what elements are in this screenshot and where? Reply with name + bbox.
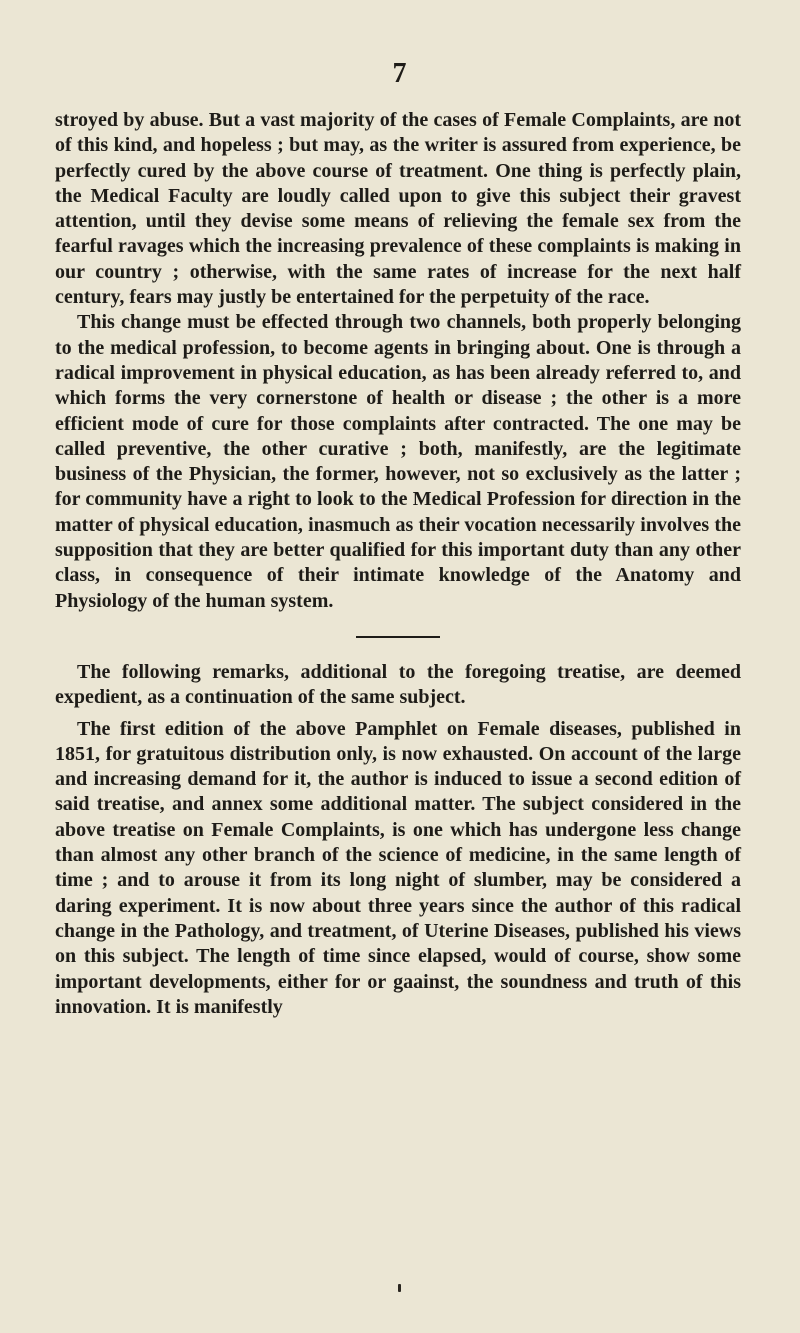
ink-mark — [398, 1284, 401, 1292]
paragraph-first-edition: The first edition of the above Pamphlet on Female diseases, published in 1851, for gratuitous distribution only, is now exhausted. On account of the large and increasing demand for it, the author is induced to issue a second edition of said treatise, and annex some additional matter. The subject considered in the above treatise on Female Complaints, is one which has undergone less change than almost any other branch of the science of medicine, in the same length of time ; and to arouse it from its long night of slumber, may be considered a daring experiment. It is now about three years since the author of this radical change in the Pathology, and treatment, of Uterine Diseases, published his views on this subject. The length of time since elapsed, would of course, show some important developments, either for or gaainst, the soundness and truth of this innovation. It is manifestly — [55, 717, 741, 1018]
page-number: 7 — [392, 58, 408, 89]
paragraph-continuation: stroyed by abuse. But a vast majority of the cases of Female Complaints, are not of this kind, and hopeless ; but may, as the writer is assured from experience, be perfectly cured by the above course of treatment. One thing is perfectly plain, the Medical Faculty are loudly called upon to give this subject their gravest attention, until they devise some means of relieving the female sex from the fearful ravages which the increasing prevalence of these complaints is making in our country ; otherwise, with the same rates of increase for the next half century, fears may justly be entertained for the perpetuity of the race. — [55, 109, 741, 309]
body-text — [55, 108, 741, 1020]
paragraph-change: This change must be effected through two channels, both properly belonging to the medical profession, to become agents in bringing about. One is through a radical improvement in physical education, as has been already referred to, and which forms the very cornerstone of health or disease ; the other is a more efficient mode of cure for those complaints after contracted. The one may be called preventive, the other curative ; both, manifestly, are the legitimate business of the Physician, the former, however, not so exclusively as the latter ; for community have a right to look to the Medical Profession for direction in the matter of physical education, inasmuch as their vocation necessarily involves the supposition that they are better qualified for this important duty than any other class, in consequence of their intimate knowledge of the Anatomy and Physiology of the human system. — [55, 311, 741, 612]
paragraph-following: The following remarks, additional to the foregoing treatise, are deemed expedient, as a continuation of the same subject. — [55, 660, 741, 709]
section-divider — [356, 636, 440, 638]
